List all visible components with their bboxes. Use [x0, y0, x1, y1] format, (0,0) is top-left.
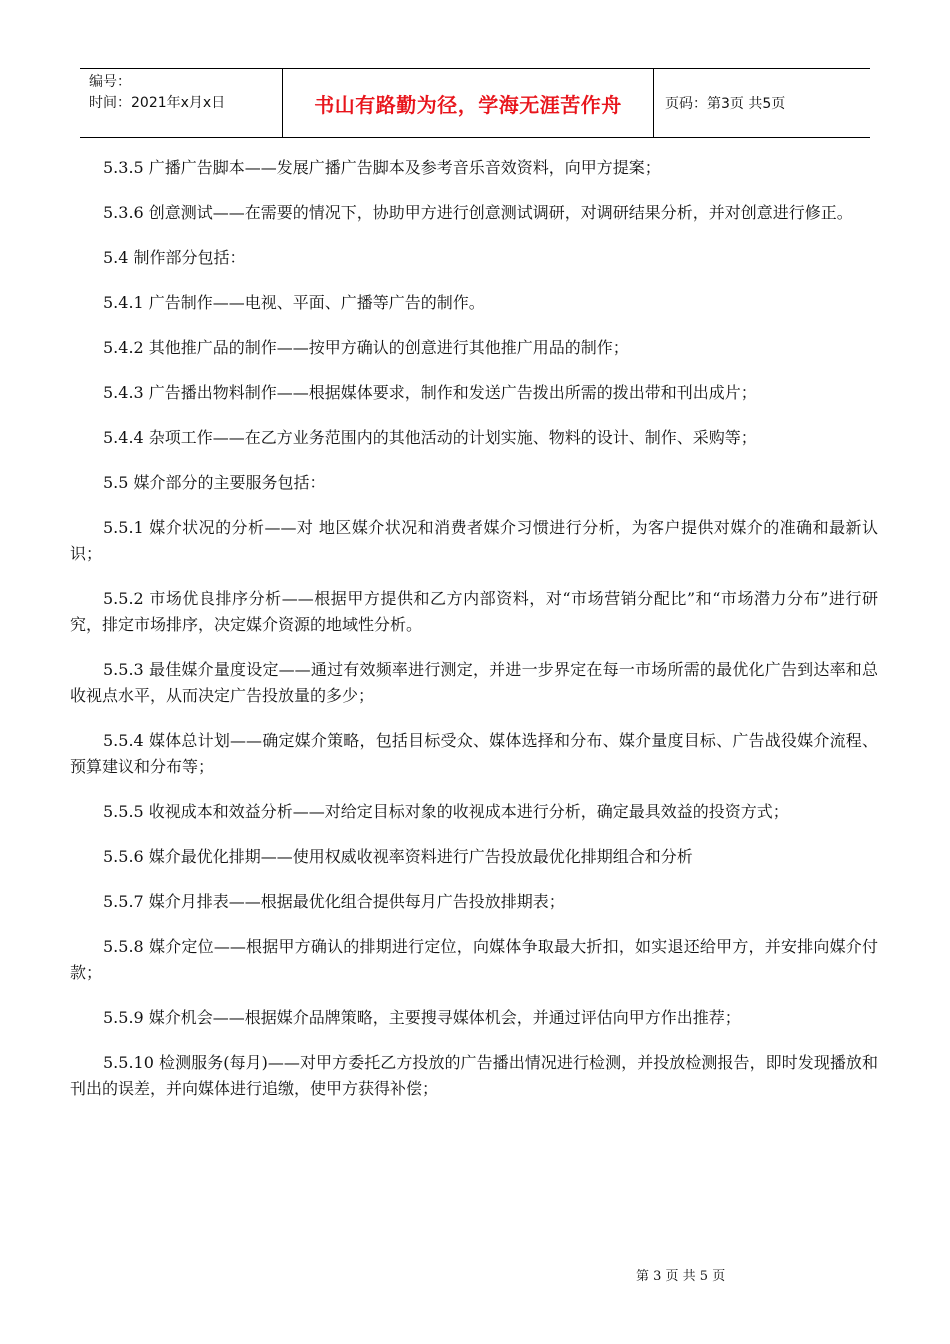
- paragraph-5-4-4: 5.4.4 杂项工作——在乙方业务范围内的其他活动的计划实施、物料的设计、制作、采购等；: [103, 428, 757, 447]
- section-heading-5-5: 5.5 媒介部分的主要服务包括：: [103, 473, 326, 492]
- paragraph-5-5-6: 5.5.6 媒介最优化排期——使用权威收视率资料进行广告投放最优化排期组合和分析: [103, 847, 693, 866]
- paragraph-5-5-10: 5.5.10 检测服务(每月)——对甲方委托乙方投放的广告播出情况进行检测，并投放检测报告，即时发现播放和刊出的误差，并向媒体进行追缴，使甲方获得补偿；: [70, 1053, 878, 1098]
- paragraph-5-5-4: 5.5.4 媒体总计划——确定媒介策略，包括目标受众、媒体选择和分布、媒介量度目标、广告战役媒介流程、预算建议和分布等；: [70, 731, 878, 776]
- document-date: 时间：2021年x月x日: [89, 95, 226, 111]
- section-heading-5-4: 5.4 制作部分包括：: [103, 248, 246, 267]
- paragraph-5-4-3: 5.4.3 广告播出物料制作——根据媒体要求，制作和发送广告拨出所需的拨出带和刊出成片；: [103, 383, 757, 402]
- header-meta-cell: [80, 69, 283, 137]
- paragraph-5-5-1: 5.5.1 媒介状况的分析——对 地区媒介状况和消费者媒介习惯进行分析，为客户提供对媒介的准确和最新认识；: [70, 518, 878, 563]
- document-body: [70, 155, 878, 1121]
- paragraph-5-5-7: 5.5.7 媒介月排表——根据最优化组合提供每月广告投放排期表；: [103, 892, 565, 911]
- document-number-label: 编号：: [89, 74, 131, 90]
- paragraph-5-4-1: 5.4.1 广告制作——电视、平面、广播等广告的制作。: [103, 293, 485, 312]
- paragraph-5-4-2: 5.4.2 其他推广品的制作——按甲方确认的创意进行其他推广用品的制作；: [103, 338, 629, 357]
- paragraph-5-5-5: 5.5.5 收视成本和效益分析——对给定目标对象的收视成本进行分析，确定最具效益的投资方式；: [103, 802, 789, 821]
- page-footer: 第 3 页 共 5 页: [636, 1269, 726, 1284]
- header-page-info: 页码：第3页 共5页: [665, 96, 786, 112]
- paragraph-5-3-5: 5.3.5 广播广告脚本——发展广播广告脚本及参考音乐音效资料，向甲方提案；: [103, 158, 661, 177]
- header-motto: 书山有路勤为径，学海无涯苦作舟: [283, 69, 654, 137]
- paragraph-5-5-2: 5.5.2 市场优良排序分析——根据甲方提供和乙方内部资料，对“市场营销分配比”和“市场潜力分布”进行研究，排定市场排序，决定媒介资源的地域性分析。: [70, 589, 878, 634]
- paragraph-5-5-9: 5.5.9 媒介机会——根据媒介品牌策略，主要搜寻媒体机会，并通过评估向甲方作出推荐；: [103, 1008, 741, 1027]
- paragraph-5-3-6: 5.3.6 创意测试——在需要的情况下，协助甲方进行创意测试调研，对调研结果分析，并对创意进行修正。: [103, 203, 853, 222]
- paragraph-5-5-8: 5.5.8 媒介定位——根据甲方确认的排期进行定位，向媒体争取最大折扣，如实退还给甲方，并安排向媒介付款；: [70, 937, 878, 982]
- header-table: [80, 68, 870, 138]
- paragraph-5-5-3: 5.5.3 最佳媒介量度设定——通过有效频率进行测定，并进一步界定在每一市场所需的最优化广告到达率和总收视点水平，从而决定广告投放量的多少；: [70, 660, 878, 705]
